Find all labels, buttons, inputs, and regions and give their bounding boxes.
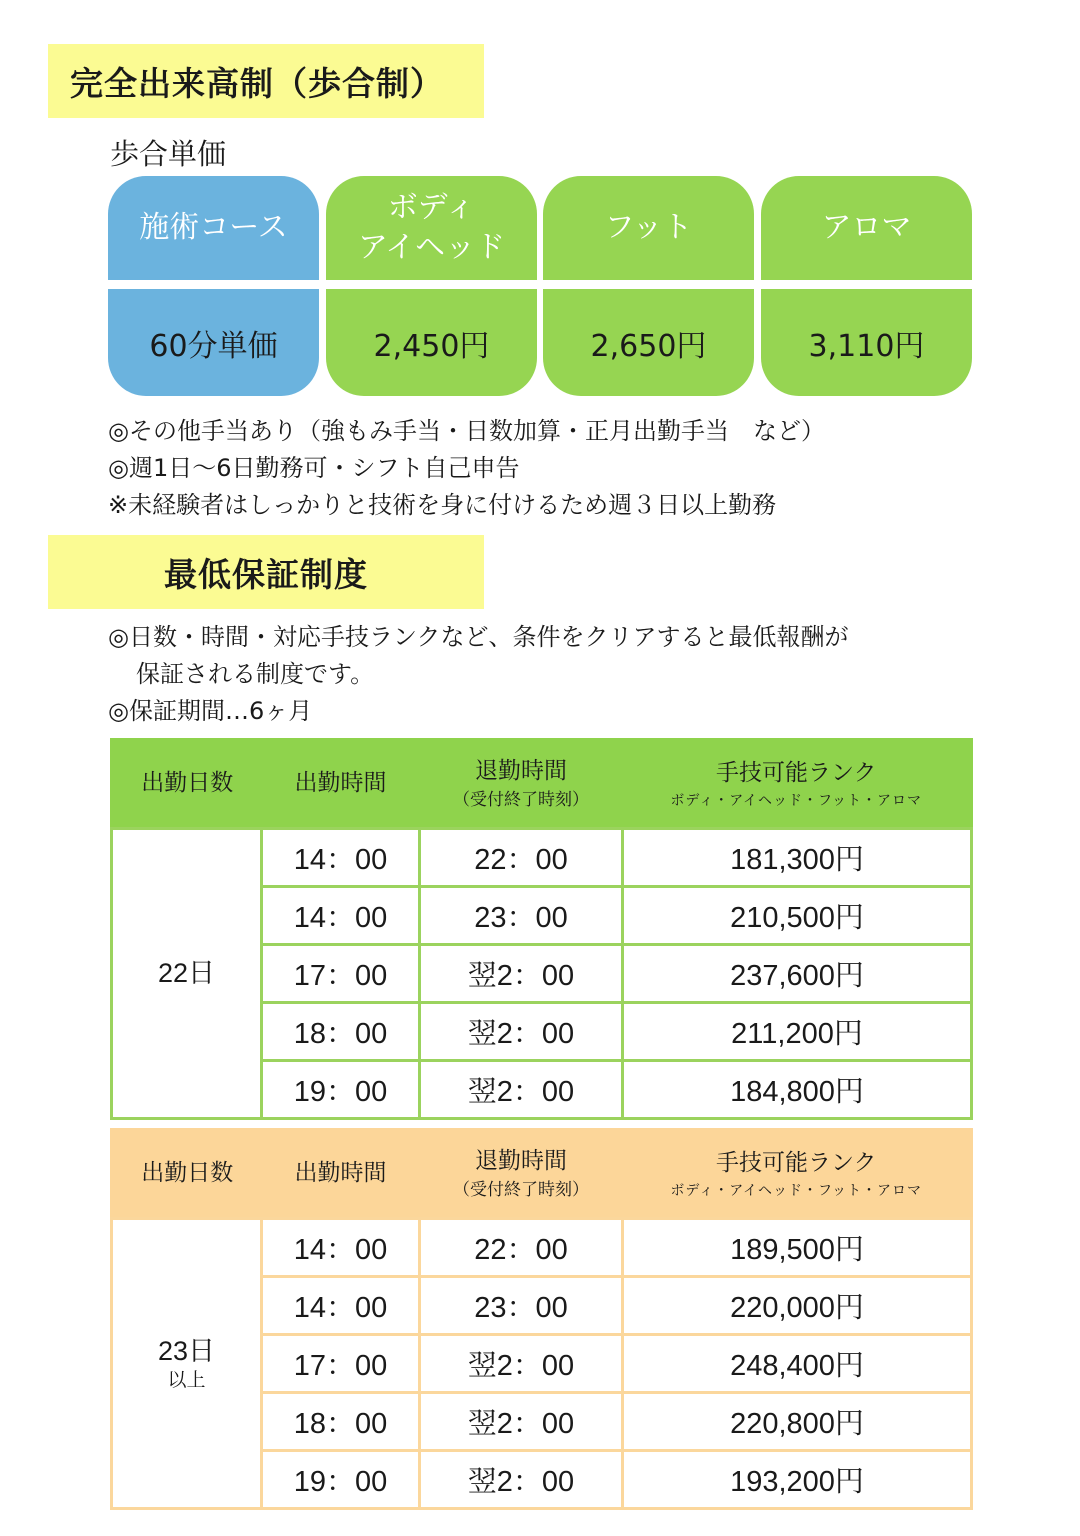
rate-column-foot [543, 176, 754, 396]
header-rank-sub: ボディ・アイヘッド・フット・アロマ [670, 1182, 923, 1199]
header-rank [623, 740, 972, 829]
pay-cell: 189,500円 [623, 1219, 972, 1277]
rate-header-aroma: アロマ [761, 176, 972, 280]
section-title-guarantee [48, 535, 484, 609]
note-schedule: ◎週1日～6日勤務可・シフト自己申告 [108, 454, 520, 482]
pay-cell: 210,500円 [623, 887, 972, 945]
rate-value-foot: 2,650円 [543, 289, 754, 396]
end-time-cell: 22：00 [420, 829, 623, 887]
header-days: 出勤日数 [112, 1130, 262, 1219]
guarantee-table-22-days [110, 738, 973, 1120]
rate-column-aroma [761, 176, 972, 396]
header-end-time-sub: （受付終了時刻） [453, 1180, 589, 1201]
header-rank-sub: ボディ・アイヘッド・フット・アロマ [670, 792, 923, 809]
days-cell-value: 23日 [157, 1335, 216, 1366]
rate-column-body [326, 176, 537, 396]
rate-header-foot: フット [543, 176, 754, 280]
start-time-cell: 14：00 [262, 829, 420, 887]
section-title-commission-text: 完全出来高制（歩合制） [70, 63, 444, 103]
header-end-time [420, 1130, 623, 1219]
header-start-time: 出勤時間 [262, 740, 420, 829]
end-time-cell: 23：00 [420, 1277, 623, 1335]
commission-notes [108, 413, 825, 524]
start-time-cell: 14：00 [262, 1219, 420, 1277]
header-end-time-sub: （受付終了時刻） [453, 790, 589, 811]
rate-header-course: 施術コース [108, 176, 319, 280]
header-end-time [420, 740, 623, 829]
days-cell [112, 1219, 262, 1509]
guarantee-notes [108, 619, 848, 730]
note-period: ◎保証期間…6ヶ月 [108, 697, 313, 725]
section-title-guarantee-text: 最低保証制度 [164, 554, 368, 594]
rate-value-aroma: 3,110円 [761, 289, 972, 396]
start-time-cell: 14：00 [262, 1277, 420, 1335]
pay-cell: 193,200円 [623, 1451, 972, 1509]
pay-cell: 220,000円 [623, 1277, 972, 1335]
days-cell-sub: 以上 [167, 1369, 206, 1391]
rate-header-body [326, 176, 537, 280]
end-time-cell: 23：00 [420, 887, 623, 945]
commission-rate-grid [108, 176, 972, 396]
guarantee-table-23-days [110, 1128, 973, 1510]
table-row [112, 829, 972, 887]
pay-cell: 220,800円 [623, 1393, 972, 1451]
end-time-cell: 22：00 [420, 1219, 623, 1277]
end-time-cell: 翌2：00 [420, 1003, 623, 1061]
end-time-cell: 翌2：00 [420, 1451, 623, 1509]
note-beginners: ※未経験者はしっかりと技術を身に付けるため週３日以上勤務 [108, 491, 777, 519]
rate-column-course [108, 176, 319, 396]
section-title-commission [48, 44, 484, 118]
start-time-cell: 19：00 [262, 1061, 420, 1119]
header-end-time-label: 退勤時間 [475, 1148, 567, 1174]
end-time-cell: 翌2：00 [420, 1393, 623, 1451]
header-end-time-label: 退勤時間 [475, 758, 567, 784]
rate-value-course: 60分単価 [108, 289, 319, 396]
pay-cell: 181,300円 [623, 829, 972, 887]
note-conditions-cont: 保証される制度です。 [136, 660, 375, 688]
pay-cell: 211,200円 [623, 1003, 972, 1061]
header-rank [623, 1130, 972, 1219]
rate-value-body: 2,450円 [326, 289, 537, 396]
note-conditions: ◎日数・時間・対応手技ランクなど、条件をクリアすると最低報酬が [108, 623, 849, 651]
start-time-cell: 18：00 [262, 1003, 420, 1061]
header-days: 出勤日数 [112, 740, 262, 829]
pay-cell: 237,600円 [623, 945, 972, 1003]
pay-cell: 184,800円 [623, 1061, 972, 1119]
end-time-cell: 翌2：00 [420, 1061, 623, 1119]
header-start-time: 出勤時間 [262, 1130, 420, 1219]
start-time-cell: 17：00 [262, 945, 420, 1003]
start-time-cell: 14：00 [262, 887, 420, 945]
start-time-cell: 19：00 [262, 1451, 420, 1509]
commission-rate-subhead: 歩合単価 [110, 137, 227, 171]
note-allowances: ◎その他手当あり（強もみ手当・日数加算・正月出勤手当 など） [108, 417, 825, 445]
table-header-row [112, 740, 972, 829]
rate-header-body-text: ボディ アイヘッド [357, 189, 506, 265]
end-time-cell: 翌2：00 [420, 1335, 623, 1393]
start-time-cell: 18：00 [262, 1393, 420, 1451]
days-cell: 22日 [112, 829, 262, 1119]
table-header-row [112, 1130, 972, 1219]
start-time-cell: 17：00 [262, 1335, 420, 1393]
pay-cell: 248,400円 [623, 1335, 972, 1393]
header-rank-label: 手技可能ランク [715, 760, 877, 787]
end-time-cell: 翌2：00 [420, 945, 623, 1003]
header-rank-label: 手技可能ランク [715, 1150, 877, 1177]
table-row [112, 1219, 972, 1277]
